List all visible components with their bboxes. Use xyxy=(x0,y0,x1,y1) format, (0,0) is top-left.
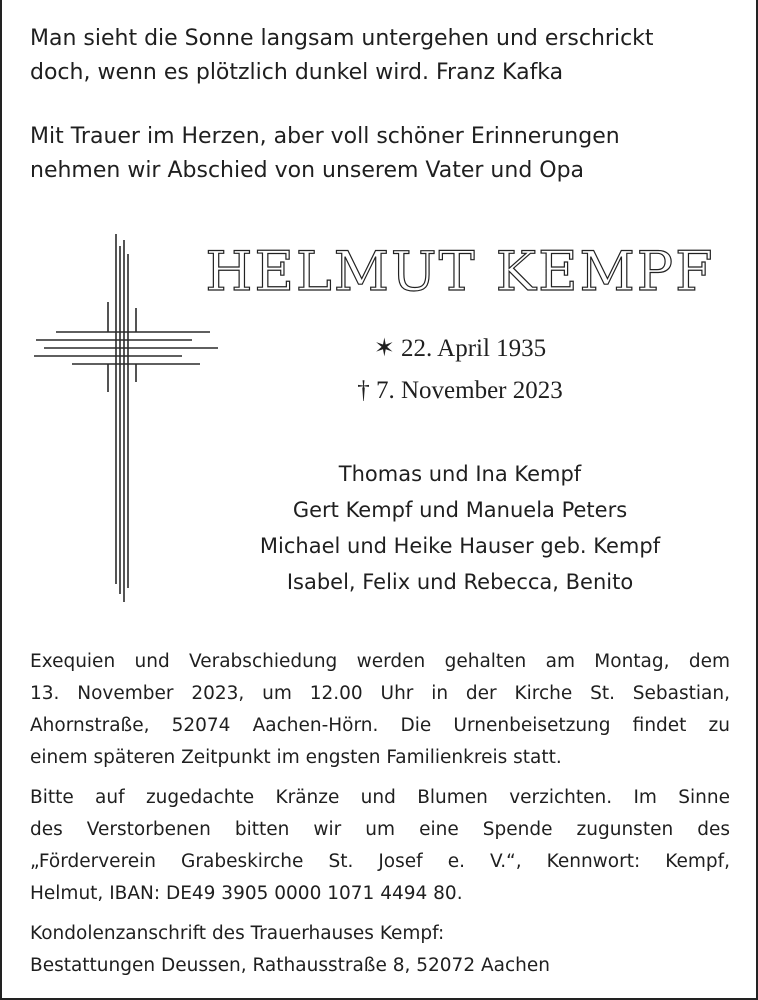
birth-date: ✶ 22. April 1935 xyxy=(373,335,547,362)
service-line: Exequien und Verabschiedung werden gehalten am Montag, dem xyxy=(30,651,730,672)
mourner-line: Michael und Heike Hauser geb. Kempf xyxy=(259,534,661,558)
notice-details xyxy=(30,646,730,990)
quote-line: doch, wenn es plötzlich dunkel wird. Franz Kafka xyxy=(30,60,564,85)
service-line: einem späteren Zeitpunkt im engsten Familienkreis statt. xyxy=(30,747,562,768)
condolence-address xyxy=(30,918,730,982)
service-line: 13. November 2023, um 12.00 Uhr in der Kirche St. Sebastian, xyxy=(30,683,730,704)
donation-line: Helmut, IBAN: DE49 3905 0000 1071 4494 80. xyxy=(30,883,463,904)
donation-line: „Förderverein Grabeskirche St. Josef e. V.“, Kennwort: Kempf, xyxy=(30,851,730,872)
mourner-line: Thomas und Ina Kempf xyxy=(338,462,582,486)
mourner-line: Gert Kempf und Manuela Peters xyxy=(292,498,628,522)
deceased-name: HELMUT KEMPF xyxy=(205,240,715,303)
intro-text xyxy=(30,120,730,188)
donation-line: des Verstorbenen bitten wir um eine Spende zugunsten des xyxy=(30,819,730,840)
death-date: † 7. November 2023 xyxy=(357,377,563,404)
kafka-quote xyxy=(30,22,730,90)
mourners-list xyxy=(180,456,740,600)
condolence-line: Kondolenzanschrift des Trauerhauses Kempf: xyxy=(30,923,445,944)
life-dates xyxy=(180,328,740,412)
donation-info xyxy=(30,782,730,910)
intro-line: nehmen wir Abschied von unserem Vater und Opa xyxy=(30,158,585,183)
service-info xyxy=(30,646,730,774)
donation-line: Bitte auf zugedachte Kränze und Blumen verzichten. Im Sinne xyxy=(30,787,730,808)
service-line: Ahornstraße, 52074 Aachen-Hörn. Die Urnenbeisetzung findet zu xyxy=(30,715,730,736)
intro-line: Mit Trauer im Herzen, aber voll schöner Erinnerungen xyxy=(30,124,620,149)
quote-line: Man sieht die Sonne langsam untergehen und erschrickt xyxy=(30,26,654,51)
condolence-line: Bestattungen Deussen, Rathausstraße 8, 52072 Aachen xyxy=(30,955,550,976)
mourner-line: Isabel, Felix und Rebecca, Benito xyxy=(286,570,634,594)
